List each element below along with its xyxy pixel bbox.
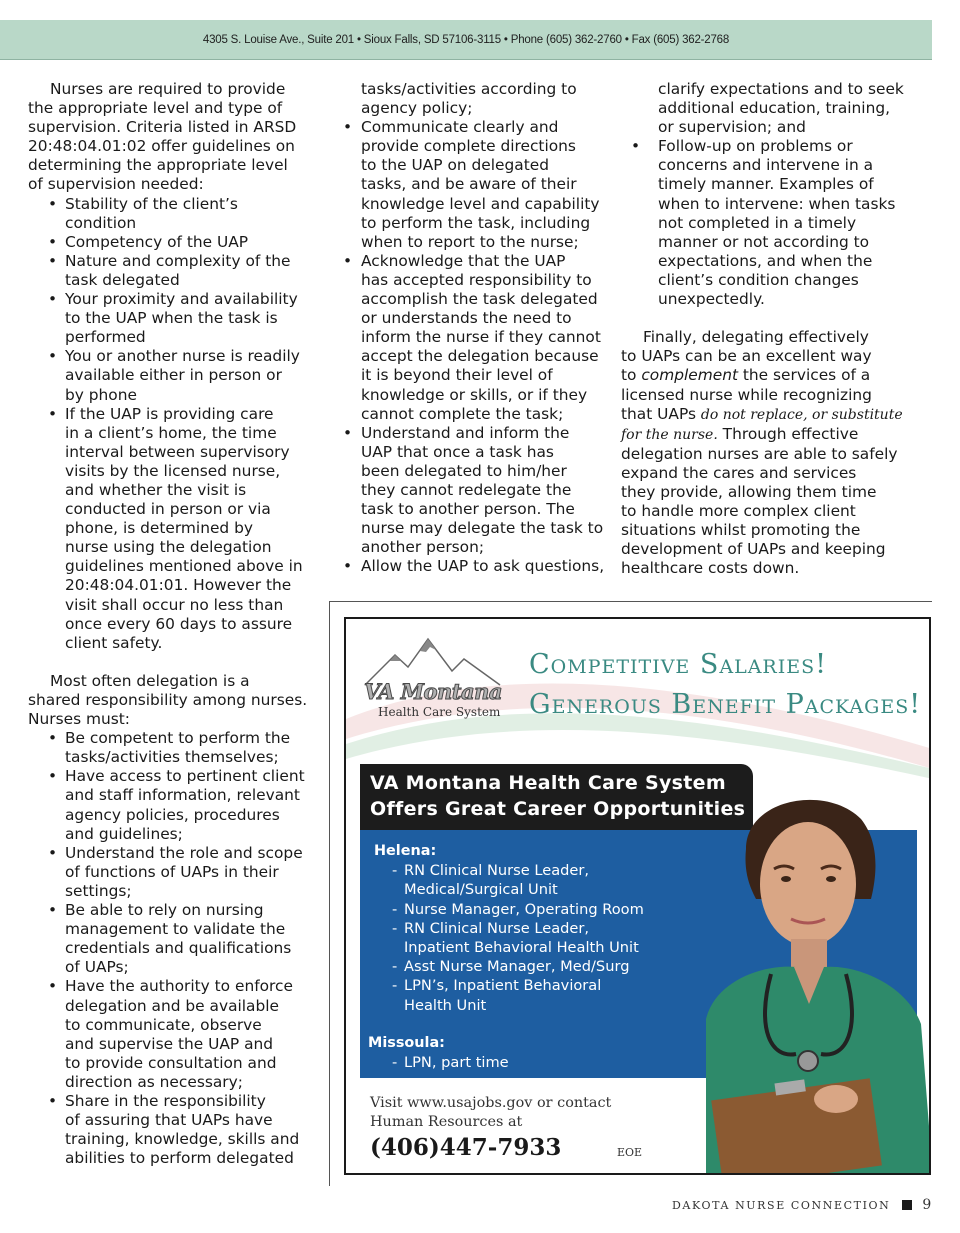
eoe-label: EOE	[617, 1146, 643, 1159]
job-listing: - Nurse Manager, Operating Room	[392, 900, 644, 918]
column-1	[28, 80, 318, 1168]
job-listing: - Asst Nurse Manager, Med/Surg	[392, 958, 630, 976]
job-listings	[360, 842, 720, 1072]
publication-name: DAKOTA NURSE CONNECTION	[672, 1198, 891, 1212]
nurse-photo	[676, 789, 931, 1175]
continued-list-text: tasks/activities according to agency policy;	[361, 80, 577, 118]
banner-line: VA Montana Health Care System	[370, 772, 726, 794]
intro-paragraph	[28, 80, 318, 195]
phone-number: (406)447-7933	[370, 1134, 562, 1161]
text-line: Nurses are required to provide	[50, 80, 286, 98]
logo-subtitle: Health Care System	[378, 705, 501, 719]
list-item: • Acknowledge that the UAP has accepted responsibility to accomplish the task delegated or understands the need to inform the nurse if they cannot accept the delegation because it is beyond their level of knowledge or skills, or if they cannot complete the task;	[333, 252, 618, 424]
list-item: • Have access to pertinent client and staff information, relevant agency policies, procedures and guidelines;	[28, 767, 318, 843]
list-item: • Follow-up on problems or concerns and intervene in a timely manner. Examples of when to intervene: when tasks not completed in a timely manner or not according to expectations, and when the client’s condition changes unexpectedly.	[621, 137, 911, 309]
text-line: 20:48:04.01:02 offer guidelines on	[28, 137, 295, 156]
ad-headline-benefits: Generous Benefit Packages!	[529, 689, 922, 720]
supervision-criteria-list	[28, 195, 318, 653]
continued-list-text: clarify expectations and to seek additional education, training, or supervision; and	[658, 80, 904, 137]
column-3	[621, 80, 911, 578]
list-item: • Nature and complexity of the task delegated	[28, 252, 318, 290]
va-montana-advertisement	[344, 617, 931, 1175]
job-listing: - RN Clinical Nurse Leader, Inpatient Behavioral Health Unit	[392, 919, 639, 957]
text-line: Nurses must:	[28, 710, 130, 729]
footer-square-icon	[902, 1200, 912, 1210]
page-footer	[672, 1197, 931, 1213]
job-listing: - LPN, part time	[392, 1054, 509, 1072]
emphasis-text: for the nurse.	[621, 426, 718, 443]
text-line: shared responsibility among nurses.	[28, 691, 308, 709]
list-item: • Be competent to perform the tasks/activities themselves;	[28, 729, 318, 767]
banner-line: Offers Great Career Opportunities	[370, 798, 746, 820]
text-line: of supervision needed:	[28, 175, 204, 194]
job-listing: - RN Clinical Nurse Leader, Medical/Surgical Unit	[392, 862, 590, 899]
list-item: • Allow the UAP to ask questions,	[333, 557, 618, 576]
nurses-must-list	[28, 729, 318, 1168]
list-item: • Competency of the UAP	[28, 233, 318, 252]
ad-headline-salaries: Competitive Salaries!	[529, 649, 827, 680]
logo-wordmark: VA Montana	[364, 679, 502, 704]
column-2	[333, 80, 618, 576]
city-missoula: Missoula:	[368, 1034, 445, 1051]
list-item: • Your proximity and availability to the UAP when the task is performed	[28, 290, 318, 347]
list-item: • Have the authority to enforce delegation and be available to communicate, observe and supervise the UAP and to provide consultation and direction as necessary;	[28, 977, 318, 1092]
list-item: • Communicate clearly and provide complete directions to the UAP on delegated tasks, and be aware of their knowledge level and capability to perform the task, including when to report to the nurse;	[333, 118, 618, 252]
job-listing: - LPN’s, Inpatient Behavioral Health Unit	[392, 977, 602, 1014]
list-item: • If the UAP is providing care in a client’s home, the time interval between supervisory visits by the licensed nurse, and whether the visit is conducted in person or via phone, is determined by nurse using the delegation guidelines mentioned above in 20:48:04.01:01. However the visit shall occur no less than once every 60 days to assure client safety.	[28, 405, 318, 653]
shared-responsibility-paragraph	[28, 672, 318, 729]
list-item: • Share in the responsibility of assuring that UAPs have training, knowledge, skills and abilities to perform delegated	[28, 1092, 318, 1168]
va-montana-logo	[360, 633, 510, 723]
emphasis-text: do not replace, or substitute	[700, 406, 903, 423]
follow-up-list	[621, 137, 911, 309]
text-line: determining the appropriate level	[28, 156, 288, 175]
page-number: 9	[922, 1197, 932, 1213]
list-item: • You or another nurse is readily available either in person or by phone	[28, 347, 318, 404]
city-helena: Helena:	[374, 843, 437, 859]
nurses-must-list-continued	[333, 118, 618, 576]
list-item: • Be able to rely on nursing management to validate the credentials and qualifications of UAPs;	[28, 901, 318, 977]
text-line: Most often delegation is a	[50, 671, 250, 690]
list-item: • Stability of the client’s condition	[28, 195, 318, 233]
list-item: • Understand and inform the UAP that once a task has been delegated to him/her they cannot redelegate the task to another person. The nurse may delegate the task to another person;	[333, 424, 618, 558]
emphasis-complement: complement	[641, 366, 738, 385]
contact-text: Visit www.usajobs.gov or contact Human Resources at	[370, 1095, 612, 1130]
address-header-bar	[0, 20, 932, 60]
address-text: 4305 S. Louise Ave., Suite 201 • Sioux Falls, SD 57106-3115 • Phone (605) 362-2760 • Fax (605) 362-2768	[202, 33, 730, 46]
list-item: • Understand the role and scope of functions of UAPs in their settings;	[28, 844, 318, 901]
final-paragraph: Finally, delegating effectively to UAPs can be an excellent way to complement the services of a licensed nurse while recognizing that UAPs do not replace, or substitute for the nurse. Through effective delegation nurses are able to safely expand the cares and services they provide, allowing them time to handle more complex client situations whilst promoting the development of UAPs and keeping healthcare costs down.	[621, 328, 903, 578]
text-line: the appropriate level and type of	[28, 99, 283, 118]
text-line: supervision. Criteria listed in ARSD	[28, 118, 297, 137]
